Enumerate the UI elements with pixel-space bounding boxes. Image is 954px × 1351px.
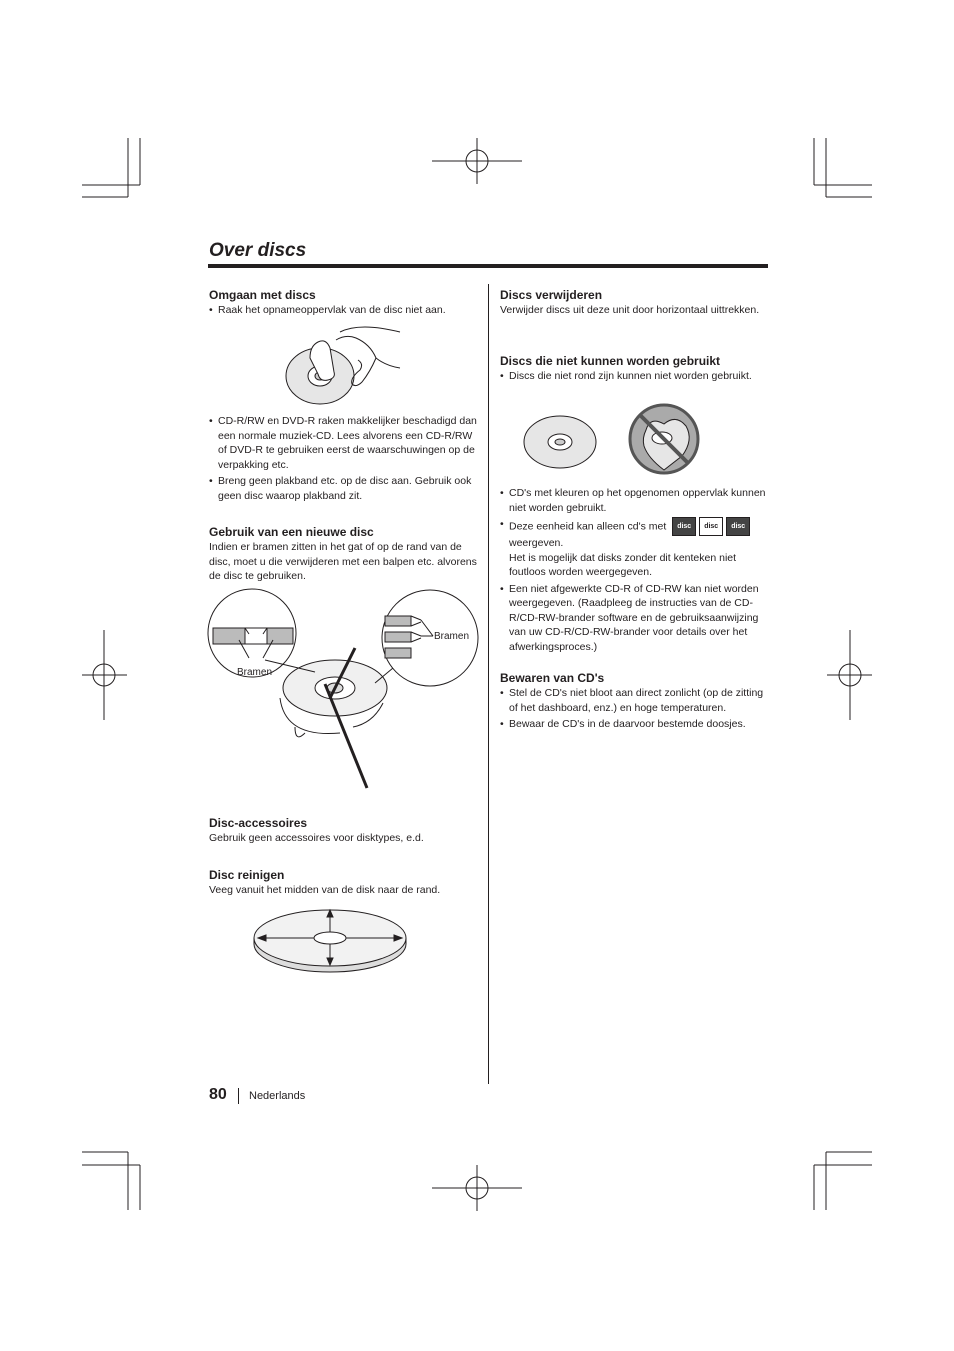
handling-bullet-2: • CD-R/RW en DVD-R raken makkelijker beschadigd dan een normale muziek-CD. Lees alvorens een CD-R/RW of DVD-R te gebruiken eerst de waarschuwingen op de verpakking etc.: [209, 414, 479, 472]
section-cleaning: [209, 868, 479, 898]
illustration-disc-cleaning: [250, 904, 410, 976]
handling-bullet-3: • Breng geen plakband etc. op de disc aan. Gebruik ook geen disc waarop plakband zit.: [209, 474, 479, 503]
page-number-separator: [238, 1088, 239, 1104]
unusable-bullet-1: • Discs die niet rond zijn kunnen niet worden gebruikt.: [500, 369, 768, 384]
handling-bullet-1: • Raak het opnameoppervlak van de disc niet aan.: [209, 303, 479, 318]
registration-mark-right: [827, 630, 872, 720]
heading-storing: Bewaren van CD's: [500, 671, 605, 685]
section-accessories: [209, 816, 479, 846]
disc-logo-3: disc: [726, 517, 750, 536]
illustration-burrs: [205, 588, 485, 793]
heading-removing: Discs verwijderen: [500, 288, 603, 302]
section-handling: [209, 288, 479, 320]
section-handling-more: [209, 414, 479, 505]
registration-mark-bottom: [432, 1165, 522, 1211]
storing-bullet-1: • Stel de CD's niet bloot aan direct zonlicht (op de zitting of het dashboard, enz.) en hoge temperaturen.: [500, 686, 768, 715]
heading-handling: Omgaan met discs: [209, 288, 316, 302]
unusable-bullet-3a: Deze eenheid kan alleen cd's met: [509, 520, 667, 533]
registration-mark-left: [82, 630, 127, 720]
section-unusable: [500, 354, 768, 386]
burrs-label-left: Bramen: [237, 667, 273, 678]
page-number: 80: [209, 1086, 227, 1103]
heading-unusable: Discs die niet kunnen worden gebruikt: [500, 354, 721, 368]
section-new-disc: [209, 525, 481, 584]
removing-body: Verwijder discs uit deze unit door horizontaal uittrekken.: [500, 304, 760, 316]
cleaning-body: Veeg vanuit het midden van de disk naar de rand.: [209, 884, 441, 896]
unusable-bullet-3c: Het is mogelijk dat disks zonder dit kenteken niet foutloos worden weergegeven.: [509, 551, 737, 578]
page-title: Over discs: [209, 240, 307, 261]
unusable-bullet-2: • CD's met kleuren op het opgenomen oppervlak kunnen niet worden gebruikt.: [500, 486, 768, 515]
illustration-hand-holding-disc: [280, 318, 410, 408]
storing-bullet-2: • Bewaar de CD's in de daarvoor bestemde doosjes.: [500, 717, 768, 732]
section-storing: [500, 671, 768, 734]
section-removing: [500, 288, 768, 318]
illustration-unusable-discs: [522, 400, 707, 480]
accessories-body: Gebruik geen accessoires voor disktypes, e.d.: [209, 832, 424, 844]
unusable-bullet-3b: weergeven.: [509, 537, 564, 549]
title-rule: [208, 264, 768, 268]
heading-new-disc: Gebruik van een nieuwe disc: [209, 525, 374, 539]
burrs-label-right: Bramen: [434, 631, 470, 642]
registration-mark-top: [432, 138, 522, 184]
disc-logo-2: disc: [699, 517, 723, 536]
page-language: Nederlands: [249, 1090, 306, 1102]
new-disc-body: Indien er bramen zitten in het gat of op de rand van de disc, moet u die verwijderen met een balpen etc. alvorens de disc te gebruiken.: [209, 541, 477, 582]
column-divider: [488, 284, 489, 1084]
heading-accessories: Disc-accessoires: [209, 816, 308, 830]
section-unusable-more: [500, 486, 768, 656]
heading-cleaning: Disc reinigen: [209, 868, 285, 882]
unusable-bullet-3: [500, 517, 768, 580]
disc-logo-1: disc: [672, 517, 696, 536]
unusable-bullet-4: • Een niet afgewerkte CD-R of CD-RW kan niet worden weergegeven. (Raadpleeg de instructies van de CD-R/CD-RW-brander software en de gebruiksaanwijzing van uw CD-R/CD-RW-brander voor details over het afwerkingsproces.): [500, 582, 768, 655]
